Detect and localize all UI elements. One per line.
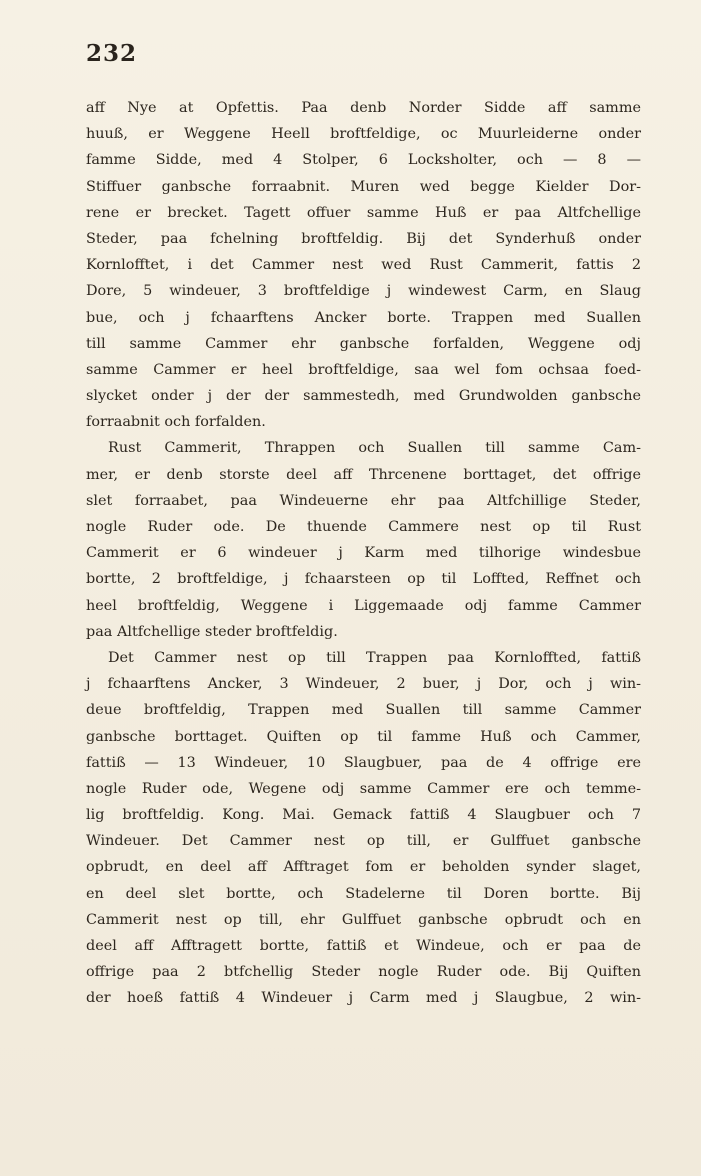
paragraph-1 bbox=[86, 95, 641, 435]
text-line: Steder, paa fchelning broftfeldig. Bij det Synderhuß onder bbox=[86, 230, 641, 247]
text-line: Det Cammer nest op till Trappen paa Kornloffted, fattiß bbox=[108, 649, 641, 666]
text-line: opbrudt, en deel aff Afftraget fom er beholden synder slaget, bbox=[86, 859, 641, 876]
text-line: heel broftfeldig, Weggene i Liggemaade odj famme Cammer bbox=[86, 597, 641, 614]
text-line: Dore, 5 windeuer, 3 broftfeldige j windewest Carm, en Slaug bbox=[86, 283, 641, 300]
text-line: Windeuer. Det Cammer nest op till, er Gulffuet ganbsche bbox=[86, 833, 641, 850]
text-line: deel aff Afftragett bortte, fattiß et Windeue, och er paa de bbox=[86, 938, 641, 954]
text-line: der hoeß fattiß 4 Windeuer j Carm med j Slaugbue, 2 win- bbox=[86, 990, 641, 1007]
text-line: slet forraabet, paa Windeuerne ehr paa Altfchillige Steder, bbox=[86, 492, 641, 509]
text-line: j fchaarftens Ancker, 3 Windeuer, 2 buer, j Dor, och j win- bbox=[86, 676, 641, 693]
text-line: lig broftfeldig. Kong. Mai. Gemack fattiß 4 Slaugbuer och 7 bbox=[86, 807, 641, 824]
text-line: slycket onder j der der sammestedh, med Grundwolden ganbsche bbox=[86, 388, 641, 405]
text-line: forraabnit och forfalden. bbox=[86, 414, 266, 431]
page-number: 232 bbox=[86, 40, 138, 67]
text-line: samme Cammer er heel broftfeldige, saa wel fom ochsaa foed- bbox=[86, 361, 641, 378]
text-line: en deel slet bortte, och Stadelerne til Doren bortte. Bij bbox=[86, 885, 641, 902]
text-line: nogle Ruder ode. De thuende Cammere nest op til Rust bbox=[86, 519, 641, 535]
text-line: rene er brecket. Tagett offuer samme Huß er paa Altfchellige bbox=[86, 204, 641, 221]
body-text bbox=[86, 95, 641, 1012]
text-line: fattiß — 13 Windeuer, 10 Slaugbuer, paa de 4 offrige ere bbox=[86, 754, 641, 771]
text-line: huuß, er Weggene Heell broftfeldige, oc Muurleiderne onder bbox=[86, 126, 641, 143]
text-line: aff Nye at Opfettis. Paa denb Norder Sidde aff samme bbox=[86, 100, 641, 116]
text-line: offrige paa 2 btfchellig Steder nogle Ruder ode. Bij Quiften bbox=[86, 964, 641, 981]
text-line: Stiffuer ganbsche forraabnit. Muren wed begge Kielder Dor- bbox=[86, 178, 641, 195]
text-line: famme Sidde, med 4 Stolper, 6 Locksholter, och — 8 — bbox=[86, 152, 641, 169]
text-line: Cammerit nest op till, ehr Gulffuet ganbsche opbrudt och en bbox=[86, 911, 641, 928]
text-line: bue, och j fchaarftens Ancker borte. Trappen med Suallen bbox=[86, 309, 641, 326]
paragraph-2 bbox=[86, 435, 641, 645]
text-line: Kornlofftet, i det Cammer nest wed Rust Cammerit, fattis 2 bbox=[86, 257, 641, 274]
text-line: mer, er denb storste deel aff Thrcenene borttaget, det offrige bbox=[86, 466, 641, 483]
text-line: deue broftfeldig, Trappen med Suallen till samme Cammer bbox=[86, 702, 641, 719]
text-line: bortte, 2 broftfeldige, j fchaarsteen op til Loffted, Reffnet och bbox=[86, 571, 641, 588]
text-line: Cammerit er 6 windeuer j Karm med tilhorige windesbue bbox=[86, 545, 641, 562]
paragraph-3 bbox=[86, 645, 641, 1012]
text-line: ganbsche borttaget. Quiften op til famme Huß och Cammer, bbox=[86, 728, 641, 745]
text-line: Rust Cammerit, Thrappen och Suallen till samme Cam- bbox=[108, 440, 641, 457]
text-line: nogle Ruder ode, Wegene odj samme Cammer ere och temme- bbox=[86, 780, 641, 797]
text-line: till samme Cammer ehr ganbsche forfalden, Weggene odj bbox=[86, 335, 641, 352]
text-line: paa Altfchellige steder broftfeldig. bbox=[86, 623, 338, 640]
